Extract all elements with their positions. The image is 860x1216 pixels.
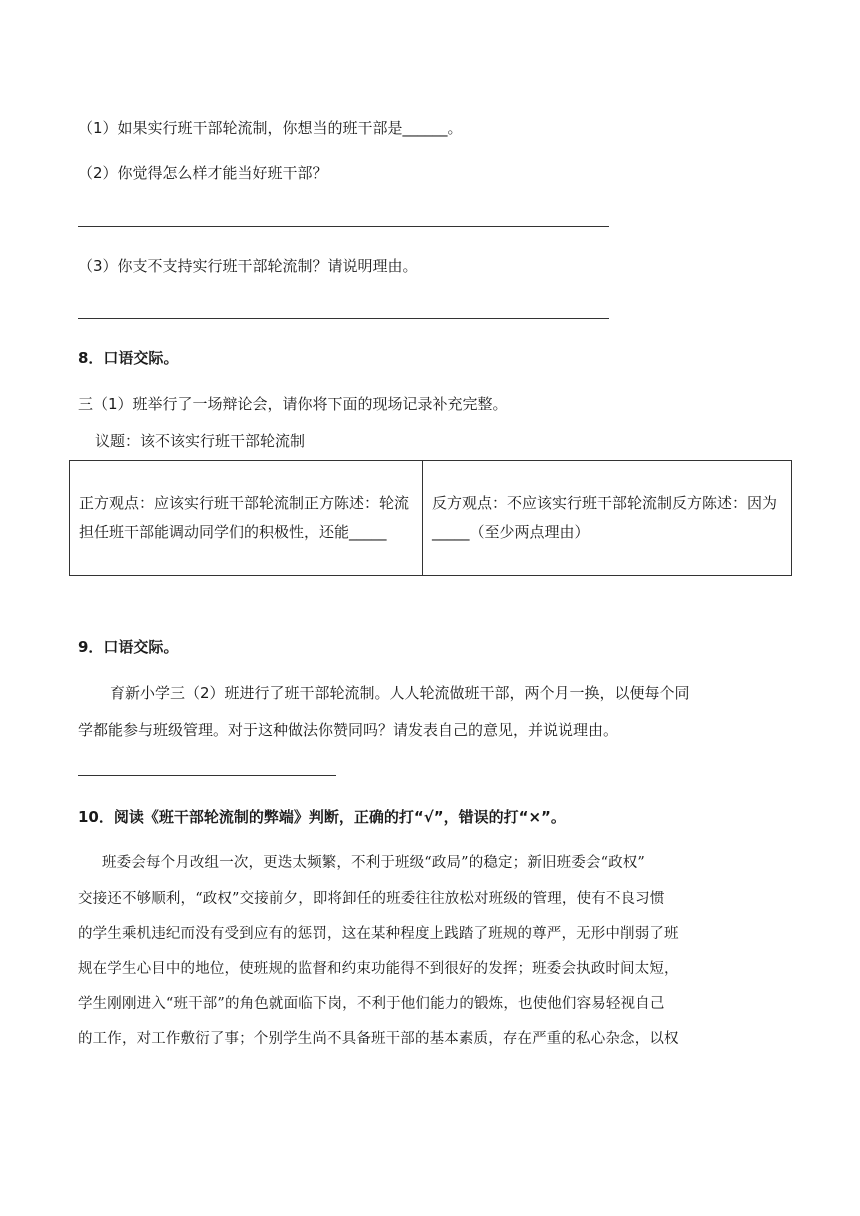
q10-passage-line-4: 规在学生心目中的地位，使班规的监督和约束功能得不到很好的发挥；班委会执政时间太短， bbox=[78, 961, 679, 977]
q7-sub3-answer-line bbox=[78, 318, 609, 319]
q7-sub2-text: （2）你觉得怎么样才能当好班干部？ bbox=[78, 164, 328, 182]
q8-topic: 议题：该不该实行班干部轮流制 bbox=[95, 432, 306, 450]
q9-paragraph-line-1: 育新小学三（2）班进行了班干部轮流制。人人轮流做班干部，两个月一换，以便每个同 bbox=[110, 684, 690, 702]
q7-sub3-text: （3）你支不支持实行班干部轮流制？请说明理由。 bbox=[78, 257, 418, 275]
q7-sub1-text: （1）如果实行班干部轮流制，你想当的班干部是______。 bbox=[78, 119, 463, 137]
q9-answer-line bbox=[78, 775, 336, 776]
q9-title: 9．口语交际。 bbox=[78, 638, 179, 656]
q9-paragraph-line-2: 学都能参与班级管理。对于这种做法你赞同吗？请发表自己的意见，并说说理由。 bbox=[78, 721, 619, 739]
q10-passage-line-2: 交接还不够顺利，“政权”交接前夕，即将卸任的班委往往放松对班级的管理，使有不良习惯 bbox=[78, 891, 665, 907]
q8-intro: 三（1）班举行了一场辩论会，请你将下面的现场记录补充完整。 bbox=[78, 395, 508, 413]
q10-passage-line-1: 班委会每个月改组一次，更迭太频繁，不利于班级“政局”的稳定；新旧班委会“政权” bbox=[102, 855, 645, 871]
q7-sub2-answer-line bbox=[78, 226, 609, 227]
affirmative-cell: 正方观点：应该实行班干部轮流制正方陈述：轮流担任班干部能调动同学们的积极性，还能_____ bbox=[70, 461, 423, 576]
table-row bbox=[70, 461, 792, 576]
negative-cell: 反方观点：不应该实行班干部轮流制反方陈述：因为_____（至少两点理由） bbox=[423, 461, 792, 576]
q10-title: 10．阅读《班干部轮流制的弊端》判断，正确的打“√”，错误的打“×”。 bbox=[78, 808, 566, 826]
q10-passage-line-3: 的学生乘机违纪而没有受到应有的惩罚，这在某种程度上践踏了班规的尊严，无形中削弱了班 bbox=[78, 926, 679, 942]
q10-passage-line-5: 学生刚刚进入“班干部”的角色就面临下岗，不利于他们能力的锻炼，也使他们容易轻视自己 bbox=[78, 996, 665, 1012]
q8-title: 8．口语交际。 bbox=[78, 349, 179, 367]
debate-record-table bbox=[69, 460, 792, 576]
q10-passage-line-6: 的工作，对工作敷衍了事；个别学生尚不具备班干部的基本素质，存在严重的私心杂念，以权 bbox=[78, 1031, 679, 1047]
